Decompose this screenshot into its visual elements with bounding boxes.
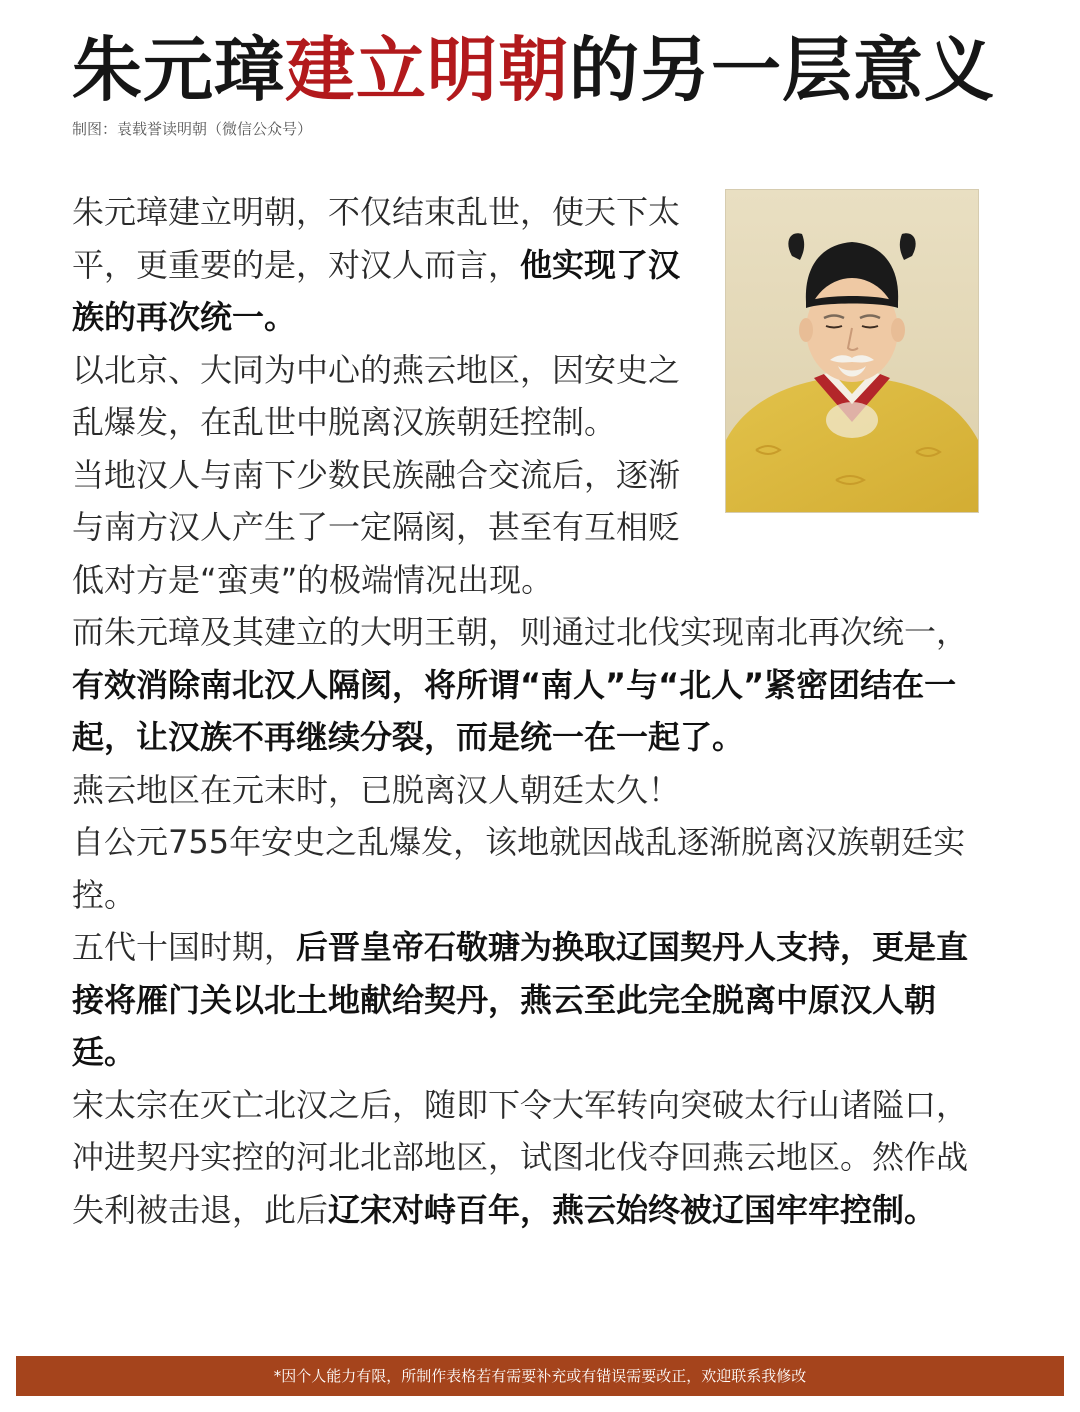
- paragraph-7: [72, 921, 984, 1079]
- paragraph-8-bold: 辽宋对峙百年，燕云始终被辽国牢牢控制。: [328, 1190, 937, 1229]
- paragraph-4-bold: 有效消除南北汉人隔阂，将所谓“南人”与“北人”紧密团结在一起，让汉族不再继续分裂，而是统一在一起了。: [72, 665, 957, 756]
- paragraph-7-text: 五代十国时期，: [72, 928, 297, 966]
- paragraph-1-text: 朱元璋建立明朝，不仅结束乱世，使天下太平，更重要的是，对汉人而言，: [72, 193, 681, 284]
- paragraph-8: [72, 1079, 984, 1237]
- page-title: [72, 22, 1032, 118]
- paragraph-5: 燕云地区在元末时，已脱离汉人朝廷太久！: [72, 770, 681, 809]
- paragraph-1-bold: 他实现了汉族的再次统一。: [72, 245, 681, 336]
- title-part-1: 朱元璋: [72, 29, 285, 111]
- title-part-2: 的另一层意义: [569, 29, 995, 111]
- article-body: [72, 186, 984, 1236]
- footer-note: *因个人能力有限，所制作表格若有需要补充或有错误需要改正，欢迎联系我修改: [16, 1356, 1064, 1396]
- paragraph-4-text: 而朱元璋及其建立的大明王朝，则通过北伐实现南北再次统一，: [72, 613, 969, 651]
- paragraph-8-text: 宋太宗在灭亡北汉之后，随即下令大军转向突破太行山诸隘口，冲进契丹实控的河北北部地区，试图北伐夺回燕云地区。然作战失利被击退，此后: [72, 1085, 969, 1229]
- title-highlight: 建立明朝: [285, 29, 569, 111]
- paragraph-1: [72, 186, 704, 344]
- paragraph-4: [72, 606, 984, 764]
- paragraph-3: 当地汉人与南下少数民族融合交流后，逐渐与南方汉人产生了一定隔阂，甚至有互相贬低对方是“蛮夷”的极端情况出现。: [72, 455, 681, 599]
- paragraph-6: 自公元755年安史之乱爆发，该地就因战乱逐渐脱离汉族朝廷实控。: [72, 823, 966, 914]
- credit-line: 制图：袁载誉读明朝（微信公众号）: [72, 120, 313, 138]
- paragraph-7-bold: 后晋皇帝石敬瑭为换取辽国契丹人支持，更是直接将雁门关以北土地献给契丹，燕云至此完全脱离中原汉人朝廷。: [72, 928, 969, 1071]
- paragraph-2: 以北京、大同为中心的燕云地区，因安史之乱爆发，在乱世中脱离汉族朝廷控制。: [72, 350, 681, 441]
